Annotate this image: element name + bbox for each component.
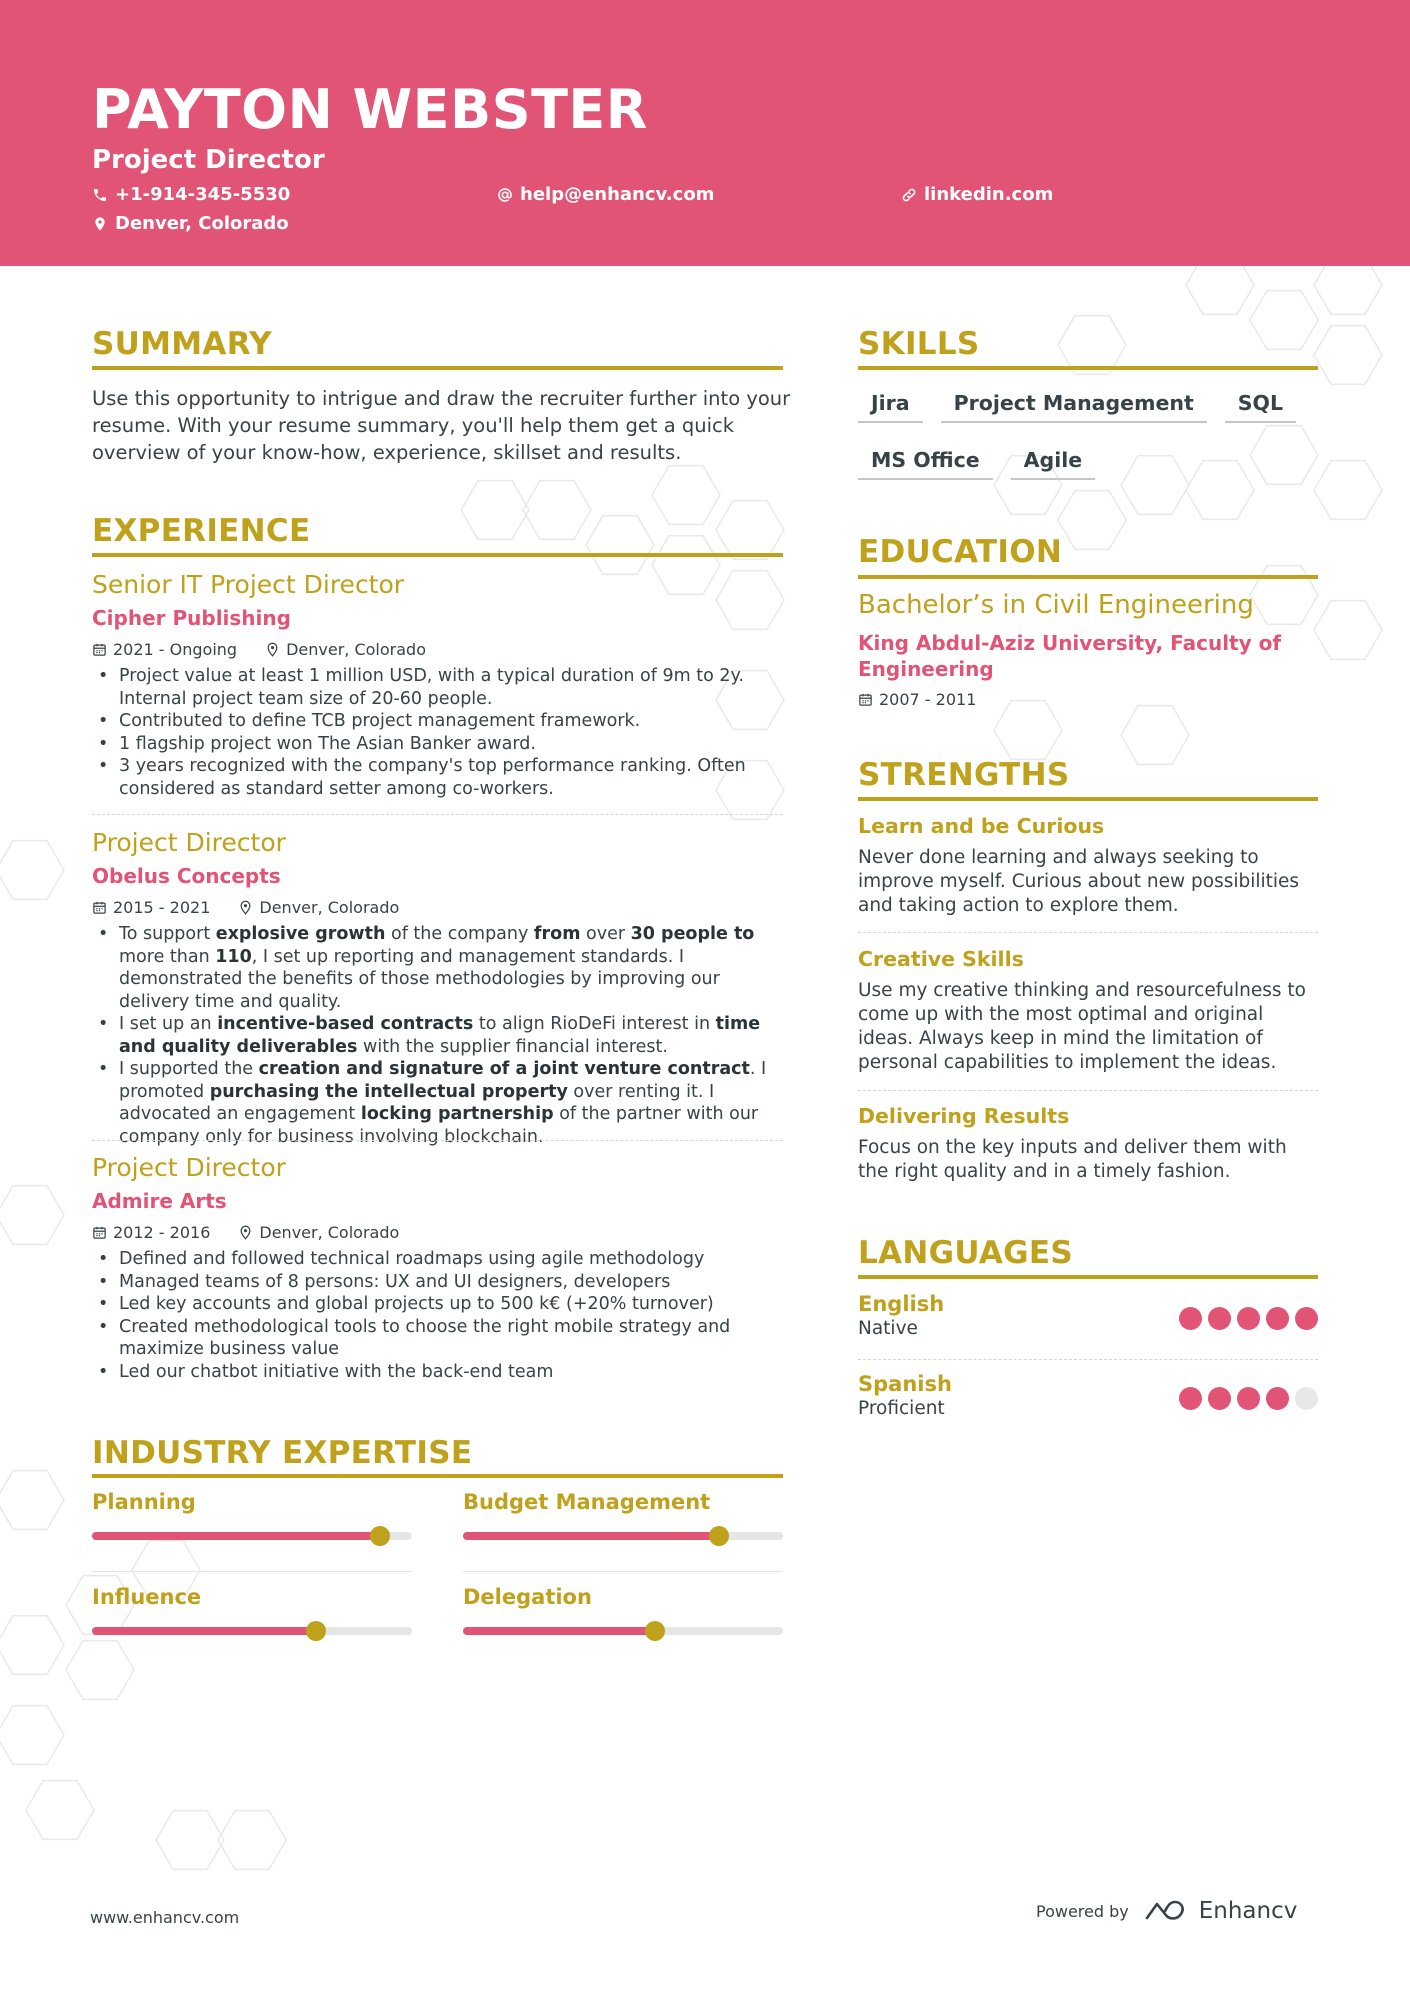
language-item	[858, 1292, 1318, 1352]
hexagon-decoration	[0, 1186, 64, 1245]
expertise-bar	[92, 1627, 412, 1635]
hexagon-decoration	[1250, 291, 1318, 350]
job-dates: 2015 - 2021	[113, 898, 211, 917]
job-meta	[92, 894, 792, 921]
strength-description: Use my creative thinking and resourcefulness to come up with the most optimal and original ideas. Always keep in mind the limitation of personal capabilities to implement the ideas.	[858, 980, 1306, 1073]
job-entry	[92, 1153, 792, 1383]
expertise-label: Influence	[92, 1585, 202, 1609]
expertise-bar-knob	[709, 1526, 729, 1546]
expertise-bar-fill	[463, 1532, 719, 1540]
language-name: Spanish	[858, 1372, 952, 1396]
bullet-item: • Led our chatbot initiative with the back-end team	[92, 1361, 792, 1384]
bullet-item: • Contributed to define TCB project management framework.	[92, 710, 792, 733]
job-location: Denver, Colorado	[259, 1223, 400, 1242]
language-dot-filled	[1179, 1387, 1202, 1410]
bullet-item: • I supported the creation and signature of a joint venture contract. I promoted purchasing the intellectual property over renting it. I advocated an engagement locking partnership of the partner with our company only for business involving blockchain.	[92, 1058, 792, 1148]
strength-title: Delivering Results	[858, 1104, 1070, 1128]
calendar-icon	[92, 900, 107, 915]
expertise-item	[463, 1585, 783, 1635]
calendar-icon	[92, 1225, 107, 1240]
expertise-divider	[92, 1571, 412, 1572]
hexagon-decoration	[1121, 706, 1189, 765]
bullet-item: • Defined and followed technical roadmaps using agile methodology	[92, 1248, 792, 1271]
expertise-bar	[463, 1532, 783, 1540]
location-pin-icon	[238, 900, 253, 915]
summary-rule	[92, 366, 783, 370]
industry-rule	[92, 1474, 783, 1478]
education-rule	[858, 575, 1318, 579]
job-divider	[92, 814, 783, 815]
language-divider	[858, 1359, 1318, 1360]
skills-heading: SKILLS	[858, 326, 980, 362]
language-dot-filled	[1179, 1307, 1202, 1330]
skills-list	[858, 388, 1318, 502]
footer-branding	[1036, 1898, 1297, 1924]
candidate-title: Project Director	[92, 145, 325, 175]
languages-heading: LANGUAGES	[858, 1235, 1073, 1271]
bullet-item: • Managed teams of 8 persons: UX and UI designers, developers	[92, 1271, 792, 1294]
skill-tag: MS Office	[858, 445, 993, 480]
hexagon-decoration	[461, 481, 529, 540]
calendar-icon	[858, 692, 873, 707]
expertise-label: Planning	[92, 1490, 196, 1514]
skill-tag: Project Management	[941, 388, 1207, 423]
bullet-item: • I set up an incentive-based contracts to align RioDeFi interest in time and quality deliverables with the supplier financial interest.	[92, 1013, 792, 1058]
hexagon-decoration	[716, 501, 784, 560]
bullet-item: • Led key accounts and global projects up to 500 k€ (+20% turnover)	[92, 1293, 792, 1316]
language-dots	[1179, 1307, 1318, 1330]
calendar-icon	[92, 642, 107, 657]
hexagon-decoration	[1314, 326, 1382, 385]
strength-title: Creative Skills	[858, 947, 1024, 971]
hexagon-decoration	[0, 1706, 64, 1765]
phone-icon	[92, 187, 108, 203]
phone-text: +1-914-345-5530	[115, 184, 291, 205]
expertise-label: Budget Management	[463, 1490, 711, 1514]
language-dot-filled	[1266, 1387, 1289, 1410]
strength-item	[858, 814, 1318, 918]
bullet-item: • 1 flagship project won The Asian Banker award.	[92, 733, 792, 756]
strength-description: Focus on the key inputs and deliver them with the right quality and in a timely fashion.	[858, 1137, 1287, 1182]
language-dot-filled	[1208, 1387, 1231, 1410]
hexagon-decoration	[1314, 601, 1382, 660]
summary-text: Use this opportunity to intrigue and draw the recruiter further into your resume. With your resume summary, you'll help them get a quick overview of your know-how, experience, skillset and results.	[92, 387, 791, 464]
contact-email[interactable]	[497, 184, 714, 205]
at-icon	[497, 187, 513, 203]
languages-rule	[858, 1275, 1318, 1279]
location-pin-icon	[265, 642, 280, 657]
expertise-item	[92, 1490, 412, 1540]
skill-tag: Agile	[1011, 445, 1096, 480]
expertise-bar	[92, 1532, 412, 1540]
hexagon-decoration	[0, 1616, 64, 1675]
footer-website[interactable]: www.enhancv.com	[90, 1908, 240, 1927]
expertise-item	[463, 1490, 783, 1540]
experience-heading: EXPERIENCE	[92, 513, 311, 549]
job-bullets	[92, 1248, 792, 1383]
language-dot-filled	[1208, 1307, 1231, 1330]
skill-tag: Jira	[858, 388, 923, 423]
strength-divider	[858, 1090, 1318, 1091]
strengths-heading: STRENGTHS	[858, 757, 1070, 793]
powered-by-label: Powered by	[1036, 1901, 1129, 1921]
summary-heading: SUMMARY	[92, 326, 272, 362]
enhancv-logo-text: Enhancv	[1198, 1898, 1298, 1924]
expertise-bar-fill	[92, 1627, 316, 1635]
enhancv-logo[interactable]	[1143, 1898, 1298, 1924]
language-level: Proficient	[858, 1398, 945, 1419]
job-entry	[92, 828, 792, 1148]
skills-rule	[858, 366, 1318, 370]
job-divider	[92, 1140, 783, 1141]
language-dot-filled	[1266, 1307, 1289, 1330]
strength-title: Learn and be Curious	[858, 814, 1105, 838]
job-company: Admire Arts	[92, 1189, 227, 1213]
language-dot-empty	[1295, 1387, 1318, 1410]
hexagon-decoration	[586, 516, 654, 575]
job-dates: 2012 - 2016	[113, 1223, 211, 1242]
strengths-rule	[858, 797, 1318, 801]
language-dot-filled	[1295, 1307, 1318, 1330]
contact-location	[92, 213, 289, 234]
expertise-item	[92, 1585, 412, 1635]
language-dots	[1179, 1387, 1318, 1410]
expertise-bar-fill	[463, 1627, 655, 1635]
strength-item	[858, 947, 1318, 1075]
job-title: Senior IT Project Director	[92, 570, 405, 599]
job-entry	[92, 570, 792, 800]
education-dates: 2007 - 2011	[879, 690, 977, 709]
hexagon-decoration	[652, 466, 720, 525]
bullet-item: • 3 years recognized with the company's top performance ranking. Often considered as standard setter among co-workers.	[92, 755, 792, 800]
email-text: help@enhancv.com	[520, 184, 715, 205]
bullet-item: • To support explosive growth of the company from over 30 people to more than 110, I set up reporting and management standards. I demonstrated the benefits of those methodologies by improving our delivery time and quality.	[92, 923, 792, 1013]
language-name: English	[858, 1292, 945, 1316]
job-dates: 2021 - Ongoing	[113, 640, 238, 659]
strength-description: Never done learning and always seeking to improve myself. Curious about new possibilities and taking action to explore them.	[858, 847, 1300, 916]
job-bullets	[92, 923, 792, 1148]
job-title: Project Director	[92, 828, 286, 857]
education-heading: EDUCATION	[858, 534, 1063, 570]
expertise-label: Delegation	[463, 1585, 592, 1609]
job-title: Project Director	[92, 1153, 286, 1182]
expertise-bar-knob	[645, 1621, 665, 1641]
language-dot-filled	[1237, 1387, 1260, 1410]
job-meta	[92, 1219, 792, 1246]
contact-phone[interactable]	[92, 184, 290, 205]
skill-tag: SQL	[1225, 388, 1296, 423]
hexagon-decoration	[1314, 461, 1382, 520]
location-pin-icon	[92, 216, 108, 232]
job-bullets	[92, 665, 792, 800]
job-location: Denver, Colorado	[259, 898, 400, 917]
education-entry	[858, 590, 1318, 713]
job-company: Obelus Concepts	[92, 864, 281, 888]
job-meta	[92, 636, 792, 663]
linkedin-text: linkedin.com	[924, 184, 1054, 205]
hexagon-decoration	[0, 1471, 64, 1530]
location-text: Denver, Colorado	[115, 213, 289, 234]
industry-heading: INDUSTRY EXPERTISE	[92, 1435, 473, 1471]
contact-linkedin[interactable]	[901, 184, 1053, 205]
expertise-bar-knob	[306, 1621, 326, 1641]
job-company: Cipher Publishing	[92, 606, 291, 630]
expertise-divider	[463, 1571, 783, 1572]
resume-header	[0, 0, 1410, 266]
hexagon-decoration	[523, 481, 591, 540]
experience-rule	[92, 553, 783, 557]
strength-item	[858, 1104, 1318, 1184]
hexagon-decoration	[26, 1781, 94, 1840]
job-location: Denver, Colorado	[286, 640, 426, 659]
expertise-bar	[463, 1627, 783, 1635]
enhancv-logo-icon	[1143, 1898, 1189, 1924]
expertise-bar-knob	[370, 1526, 390, 1546]
expertise-bar-fill	[92, 1532, 380, 1540]
location-pin-icon	[238, 1225, 253, 1240]
education-school: King Abdul-Aziz University, Faculty of Engineering	[858, 631, 1282, 681]
language-item	[858, 1372, 1318, 1432]
bullet-item: • Created methodological tools to choose the right mobile strategy and maximize business value	[92, 1316, 792, 1361]
language-dot-filled	[1237, 1307, 1260, 1330]
strength-divider	[858, 932, 1318, 933]
bullet-item: • Project value at least 1 million USD, with a typical duration of 9m to 2y. Internal project team size of 20-60 people.	[92, 665, 792, 710]
hexagon-decoration	[0, 841, 64, 900]
hexagon-decoration	[218, 1811, 286, 1870]
link-icon	[901, 187, 917, 203]
candidate-name: PAYTON WEBSTER	[92, 78, 648, 141]
education-meta	[858, 686, 1318, 713]
hexagon-decoration	[66, 1641, 134, 1700]
language-level: Native	[858, 1318, 918, 1339]
hexagon-decoration	[156, 1811, 224, 1870]
education-degree: Bachelor’s in Civil Engineering	[858, 590, 1254, 620]
